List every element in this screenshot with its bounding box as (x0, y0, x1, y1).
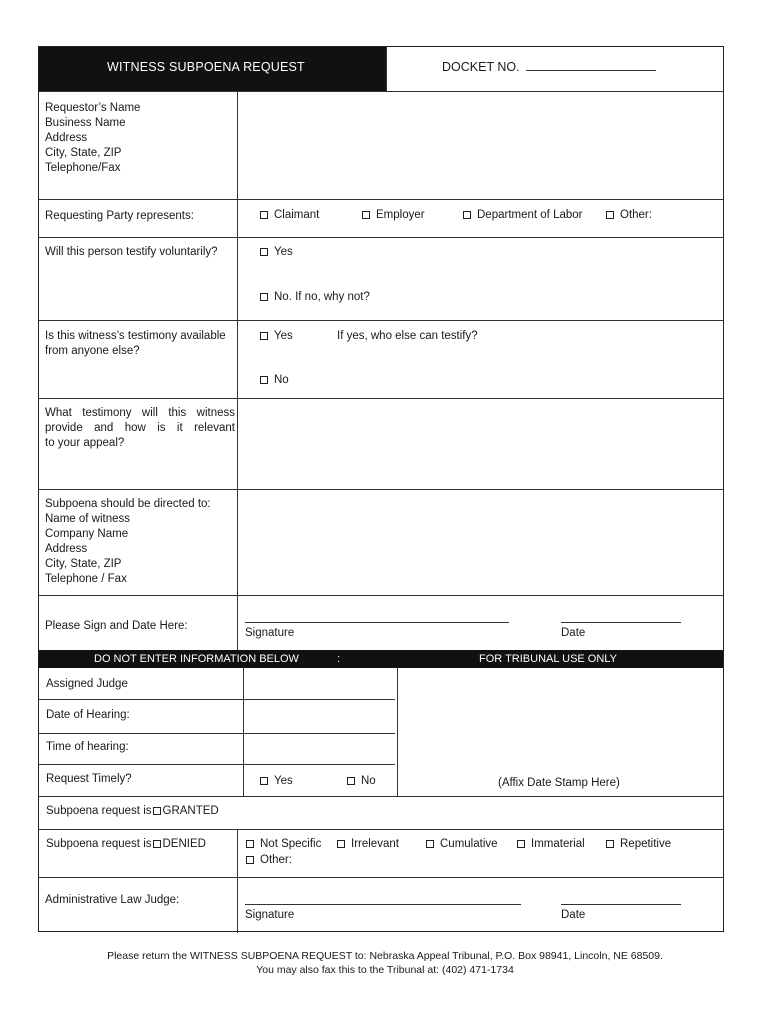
form-title-bar (39, 47, 386, 91)
divider (39, 489, 723, 490)
date-stamp-label: (Affix Date Stamp Here) (498, 777, 620, 789)
available-yes[interactable]: Yes (260, 330, 293, 342)
docket-input-line[interactable] (526, 60, 656, 71)
alj-date-caption: Date (561, 909, 586, 921)
available-followup-label: If yes, who else can testify? (337, 330, 478, 342)
checkbox-icon[interactable] (362, 211, 370, 219)
voluntary-yes[interactable]: Yes (260, 246, 293, 258)
tribunal-use-label: FOR TRIBUNAL USE ONLY (479, 653, 617, 665)
divider (39, 877, 723, 878)
reason-other[interactable]: Other: (246, 854, 292, 866)
reason-not-specific[interactable]: Not Specific (246, 838, 321, 850)
tribunal-use-bar (39, 650, 723, 668)
checkbox-icon[interactable] (260, 777, 268, 785)
assigned-judge-field[interactable] (245, 669, 395, 697)
divider (39, 595, 723, 596)
divider (39, 829, 723, 830)
testimony-label: What testimony will this witness provide and how is it relevant to your appeal? (45, 407, 235, 449)
checkbox-icon[interactable] (153, 840, 161, 848)
checkbox-icon[interactable] (606, 211, 614, 219)
divider (39, 199, 723, 200)
directed-labels: Subpoena should be directed to: Name of witness Company Name Address City, State, ZIP Telephone / Fax (45, 498, 211, 585)
checkbox-icon[interactable] (260, 211, 268, 219)
alj-signature-caption: Signature (245, 909, 295, 921)
telephone-fax-label: Telephone/Fax (45, 162, 121, 174)
available-no[interactable]: No (260, 374, 289, 386)
divider (39, 764, 395, 765)
reason-cumulative[interactable]: Cumulative (426, 838, 498, 850)
requestor-input-area[interactable] (239, 93, 723, 199)
form-title: WITNESS SUBPOENA REQUEST (107, 60, 305, 74)
directed-input-area[interactable] (239, 491, 723, 595)
do-not-enter-label: DO NOT ENTER INFORMATION BELOW (94, 653, 299, 665)
divider (39, 796, 723, 797)
footer-return-instructions: Please return the WITNESS SUBPOENA REQUEST to: Nebraska Appeal Tribunal, P.O. Box 98941, Lincoln, NE 68509. (107, 950, 663, 962)
checkbox-icon[interactable] (260, 332, 268, 340)
alj-signature-line[interactable] (245, 904, 521, 905)
checkbox-icon[interactable] (347, 777, 355, 785)
voluntary-label: Will this person testify voluntarily? (45, 246, 218, 258)
date-of-hearing-field[interactable] (245, 701, 395, 731)
timely-yes[interactable]: Yes (260, 775, 293, 787)
divider (39, 733, 395, 734)
bar-colon: : (337, 653, 341, 665)
checkbox-icon[interactable] (260, 376, 268, 384)
column-divider (237, 829, 238, 877)
option-department-of-labor[interactable]: Department of Labor (463, 209, 582, 221)
checkbox-icon[interactable] (260, 293, 268, 301)
requesting-party-label: Requesting Party represents: (45, 210, 194, 222)
date-caption: Date (561, 627, 586, 639)
reason-irrelevant[interactable]: Irrelevant (337, 838, 399, 850)
date-line[interactable] (561, 622, 681, 623)
reason-repetitive[interactable]: Repetitive (606, 838, 671, 850)
subpoena-form (38, 46, 724, 932)
divider (39, 320, 723, 321)
divider (39, 237, 723, 238)
checkbox-icon[interactable] (606, 840, 614, 848)
reason-immaterial[interactable]: Immaterial (517, 838, 585, 850)
voluntary-no[interactable]: No. If no, why not? (260, 291, 370, 303)
column-divider (243, 668, 244, 796)
checkbox-icon[interactable] (337, 840, 345, 848)
footer-fax-instructions: You may also fax this to the Tribunal at: (402) 471-1734 (256, 964, 514, 976)
option-claimant[interactable]: Claimant (260, 209, 319, 221)
timely-no[interactable]: No (347, 775, 376, 787)
divider (39, 91, 723, 92)
signature-caption: Signature (245, 627, 295, 639)
column-divider (397, 668, 398, 796)
time-of-hearing-field[interactable] (245, 735, 395, 763)
option-employer[interactable]: Employer (362, 209, 425, 221)
time-of-hearing-label: Time of hearing: (46, 741, 129, 753)
alj-label: Administrative Law Judge: (45, 894, 180, 906)
available-label: Is this witness’s testimony available from anyone else? (45, 330, 226, 357)
column-divider (237, 91, 238, 650)
alj-date-line[interactable] (561, 904, 681, 905)
docket-label: DOCKET NO. (442, 60, 520, 74)
header-divider (386, 47, 387, 91)
requestor-name-label: Requestor’s Name (45, 102, 141, 114)
address-label: Address (45, 132, 88, 144)
checkbox-icon[interactable] (246, 840, 254, 848)
divider (39, 699, 395, 700)
option-other[interactable]: Other: (606, 209, 652, 221)
granted-row[interactable]: Subpoena request is GRANTED (46, 805, 219, 817)
checkbox-icon[interactable] (426, 840, 434, 848)
signature-line[interactable] (245, 622, 509, 623)
testimony-input-area[interactable] (239, 400, 723, 488)
date-of-hearing-label: Date of Hearing: (46, 709, 130, 721)
business-name-label: Business Name (45, 117, 126, 129)
column-divider (237, 877, 238, 933)
divider (39, 398, 723, 399)
checkbox-icon[interactable] (246, 856, 254, 864)
checkbox-icon[interactable] (260, 248, 268, 256)
checkbox-icon[interactable] (463, 211, 471, 219)
date-stamp-area (399, 669, 723, 795)
requestor-labels (45, 101, 140, 176)
checkbox-icon[interactable] (517, 840, 525, 848)
assigned-judge-label: Assigned Judge (46, 678, 128, 690)
denied-row[interactable]: Subpoena request is DENIED (46, 838, 206, 850)
docket-field[interactable] (442, 60, 656, 74)
sign-label: Please Sign and Date Here: (45, 620, 188, 632)
request-timely-label: Request Timely? (46, 773, 132, 785)
city-state-zip-label: City, State, ZIP (45, 147, 122, 159)
checkbox-icon[interactable] (153, 807, 161, 815)
